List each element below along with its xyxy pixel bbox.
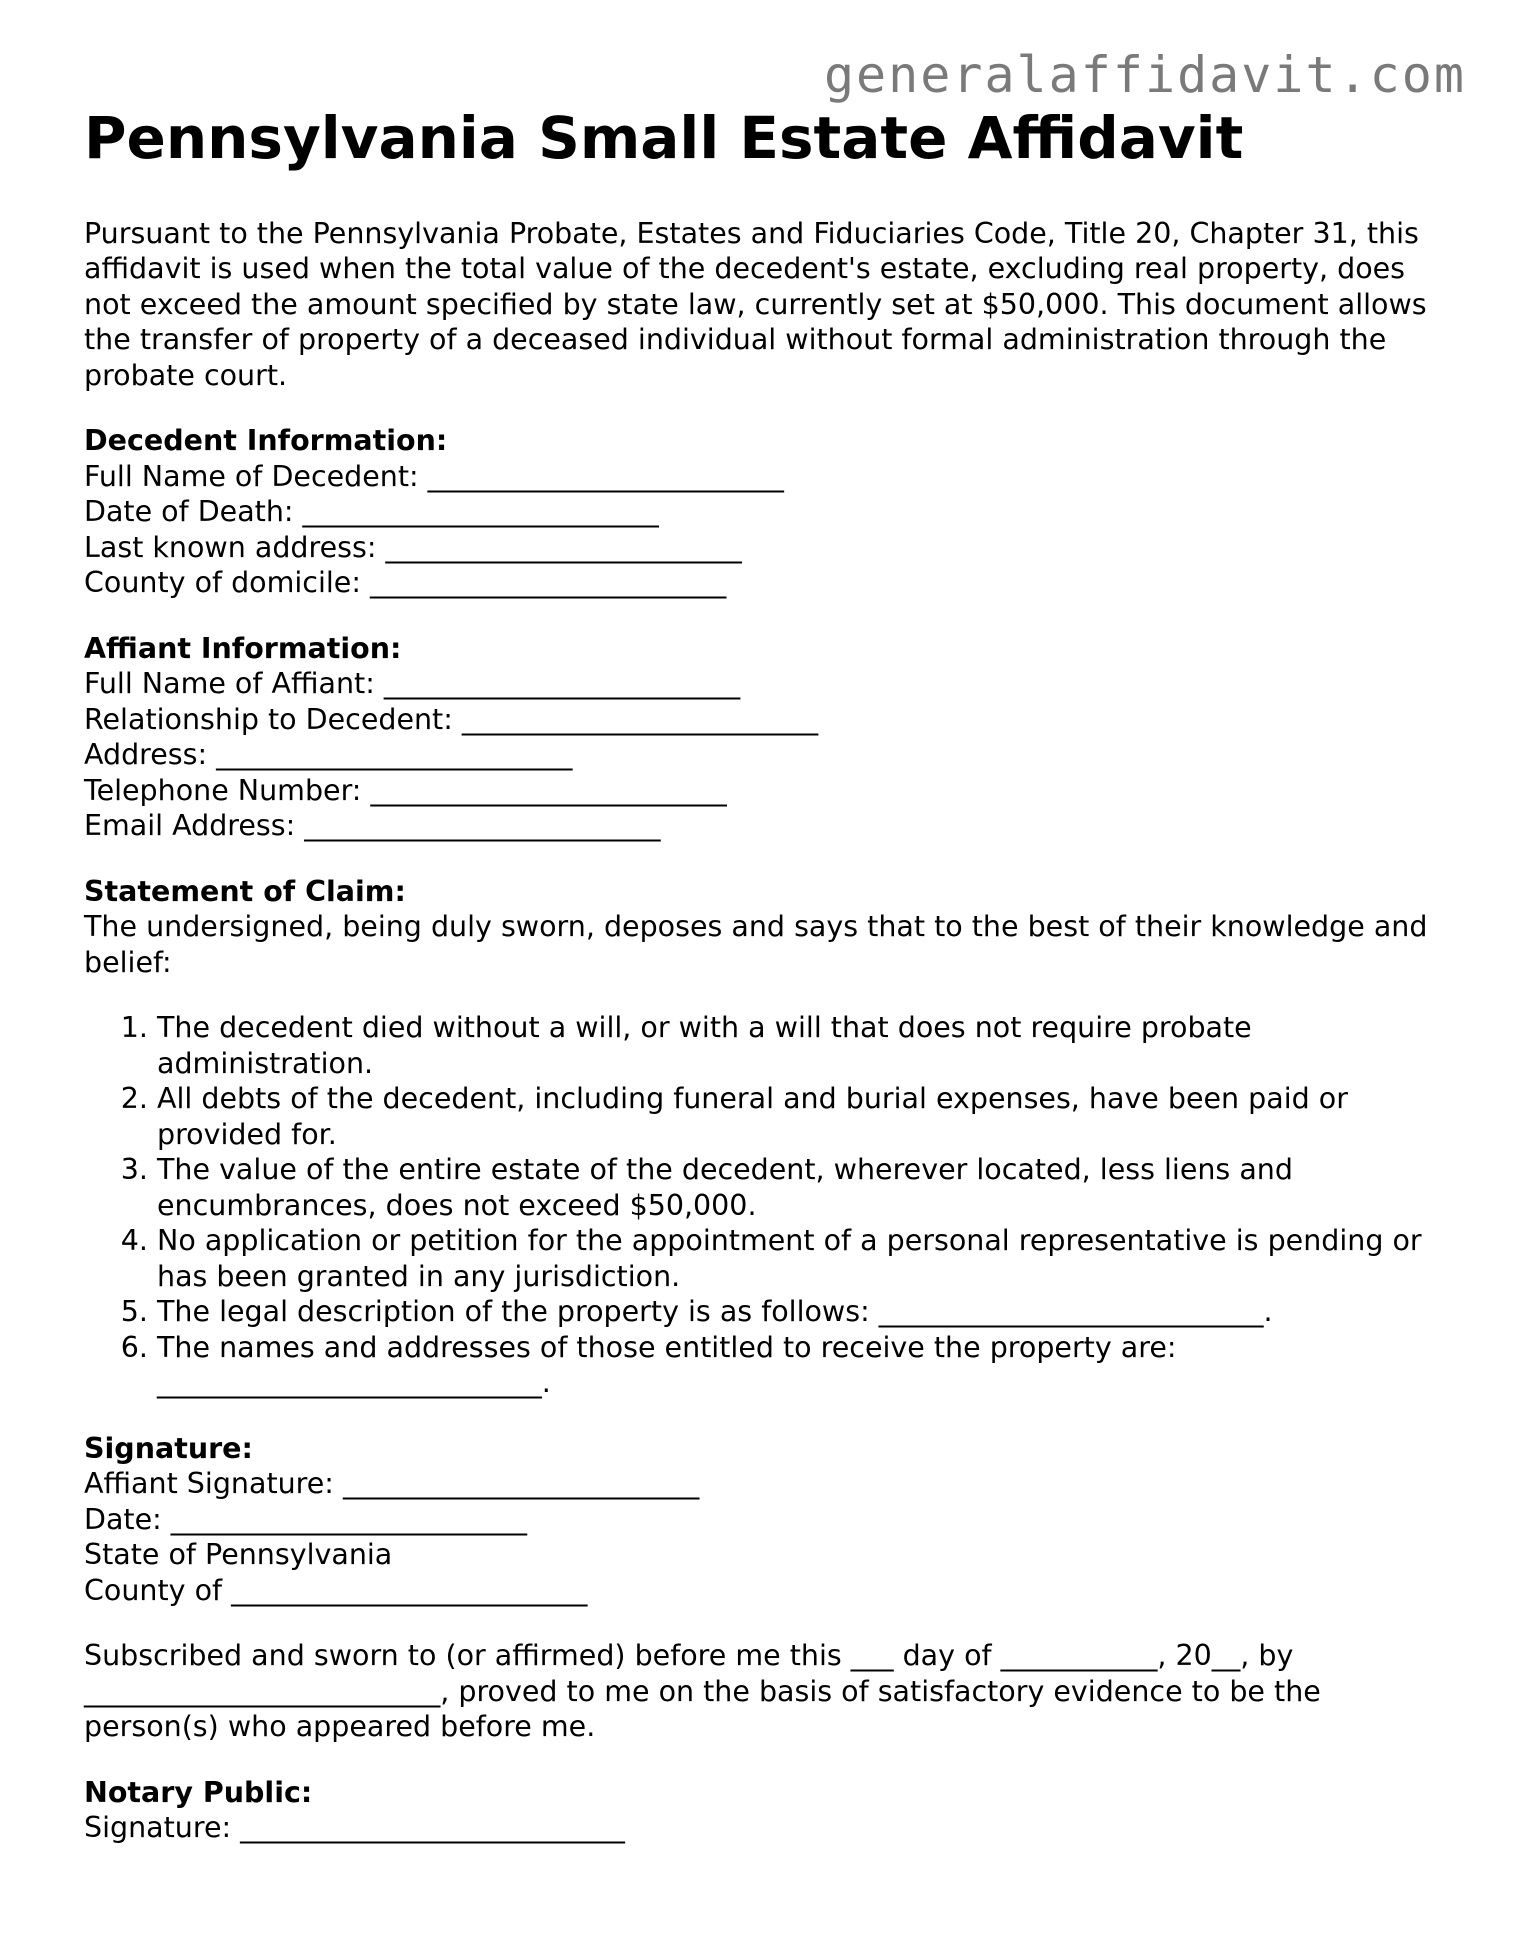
county-field: County of _________________________ — [84, 1573, 588, 1607]
affiant-signature-field: Affiant Signature: _________________________ — [84, 1467, 700, 1501]
document-page — [84, 104, 1444, 1876]
jurat-paragraph: Subscribed and sworn to (or affirmed) before me this ___ day of ___________, 20__, by _________________________, proved to me on the basis of satisfactory evidence to be the person(s) who appeared before me. — [84, 1639, 1321, 1744]
last-known-address-field: Last known address: _________________________ — [84, 530, 742, 564]
affiant-section — [84, 631, 1444, 844]
decedent-heading: Decedent Information: — [84, 424, 448, 458]
relationship-field: Relationship to Decedent: _________________________ — [84, 702, 819, 736]
claim-item: 6. The names and addresses of those entitled to receive the property are: ___________________________. — [157, 1330, 1444, 1401]
signature-heading: Signature: — [84, 1431, 253, 1465]
notary-signature-field: Signature: ___________________________ — [84, 1811, 625, 1845]
claim-list — [84, 1010, 1444, 1401]
claim-item: 2. All debts of the decedent, including funeral and burial expenses, have been paid or provided for. — [157, 1081, 1444, 1152]
notary-heading: Notary Public: — [84, 1775, 313, 1809]
document-title: Pennsylvania Small Estate Affidavit — [84, 104, 1244, 172]
state-line: State of Pennsylvania — [84, 1538, 393, 1572]
claim-item: 4. No application or petition for the appointment of a personal representative is pending or has been granted in any jurisdiction. — [157, 1223, 1444, 1294]
claim-item: 5. The legal description of the property is as follows: ___________________________. — [157, 1294, 1444, 1330]
claim-heading: Statement of Claim: — [84, 874, 406, 908]
claim-section — [84, 874, 1444, 981]
affiant-heading: Affiant Information: — [84, 631, 402, 665]
signature-section — [84, 1431, 1444, 1609]
affiant-name-field: Full Name of Affiant: _________________________ — [84, 667, 741, 701]
county-of-domicile-field: County of domicile: _________________________ — [84, 566, 727, 600]
signature-date-field: Date: _________________________ — [84, 1502, 528, 1536]
email-field: Email Address: _________________________ — [84, 809, 661, 843]
date-of-death-field: Date of Death: _________________________ — [84, 495, 659, 529]
telephone-field: Telephone Number: _________________________ — [84, 773, 727, 807]
decedent-section — [84, 423, 1444, 601]
claim-item: 3. The value of the entire estate of the decedent, wherever located, less liens and encumbrances, does not exceed $50,000. — [157, 1152, 1444, 1223]
watermark: generalaffidavit.com — [823, 46, 1466, 104]
affiant-address-field: Address: _________________________ — [84, 738, 573, 772]
claim-intro: The undersigned, being duly sworn, deposes and says that to the best of their knowledge and belief: — [84, 910, 1428, 979]
decedent-name-field: Full Name of Decedent: _________________________ — [84, 459, 784, 493]
intro-paragraph: Pursuant to the Pennsylvania Probate, Estates and Fiduciaries Code, Title 20, Chapter 31, this affidavit is used when the total value of the decedent's estate, excluding real property, does not exceed the amount specified by state law, currently set at $50,000. This document allows the transfer of property of a deceased individual without formal administration through the probate court. — [84, 216, 1427, 392]
claim-item: 1. The decedent died without a will, or with a will that does not require probate administration. — [157, 1010, 1444, 1081]
notary-section — [84, 1775, 1444, 1846]
